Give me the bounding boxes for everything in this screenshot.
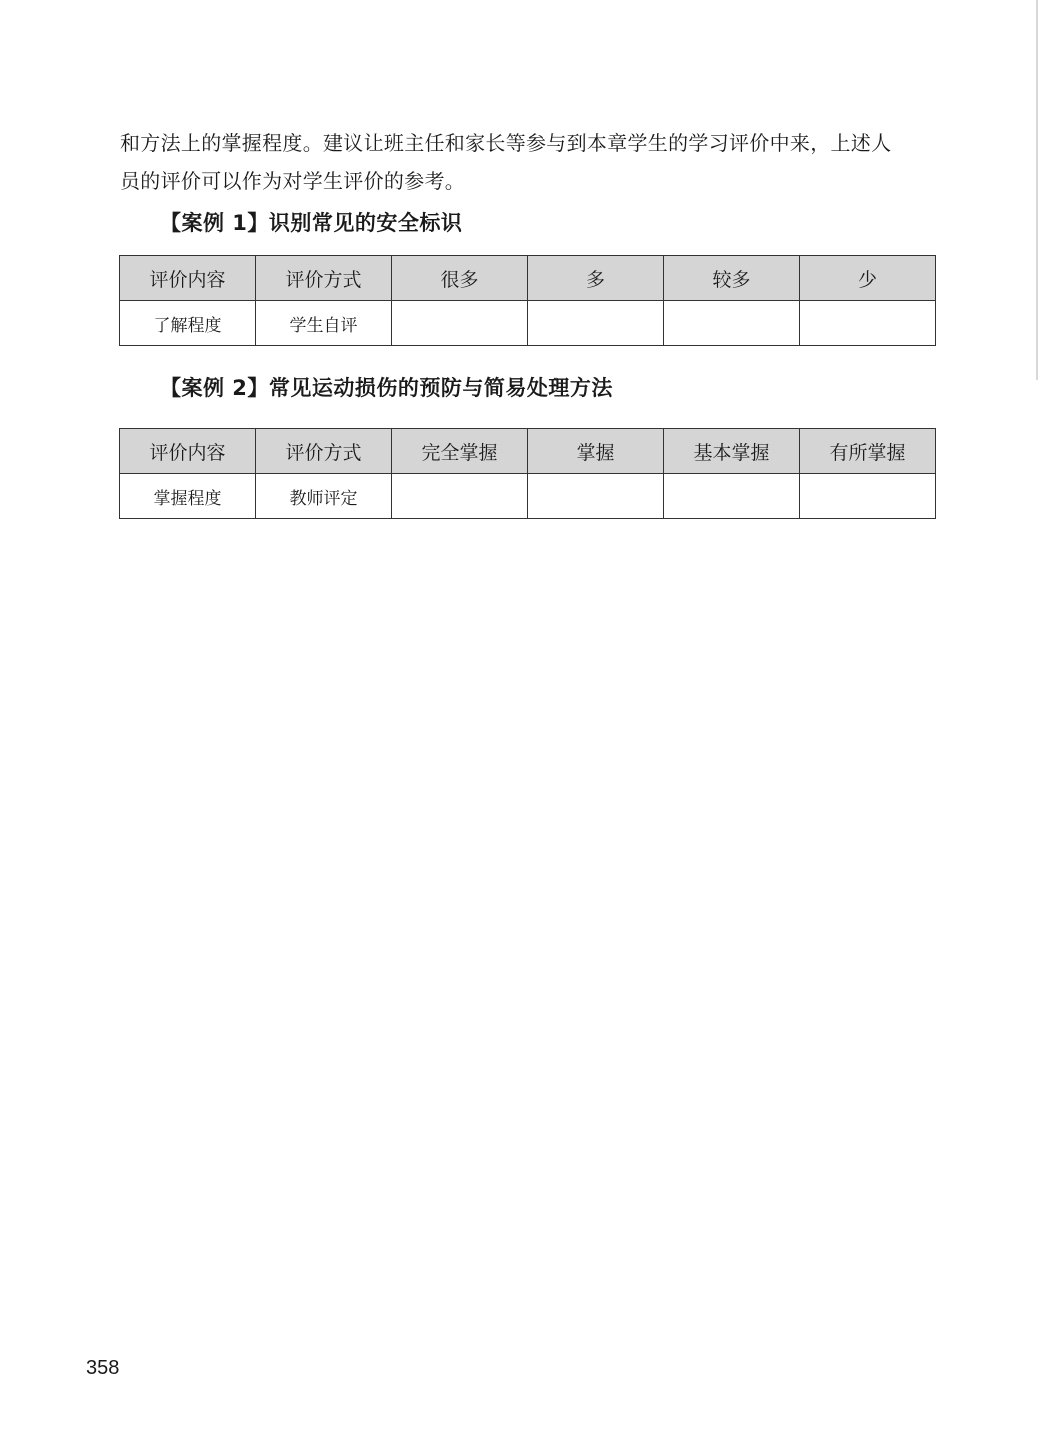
intro-paragraph [120, 124, 938, 200]
table-cell: 学生自评 [256, 301, 392, 346]
table-cell-blank [664, 301, 800, 346]
table-cell-blank [664, 474, 800, 519]
case2-table [119, 428, 936, 519]
table-cell: 教师评定 [256, 474, 392, 519]
table-cell-blank [800, 301, 936, 346]
header-cell: 有所掌握 [800, 429, 936, 474]
table-row [120, 301, 936, 346]
header-cell: 多 [528, 256, 664, 301]
header-cell: 很多 [392, 256, 528, 301]
table-row [120, 474, 936, 519]
header-cell: 评价方式 [256, 256, 392, 301]
case1-table [119, 255, 936, 346]
table-cell-blank [528, 474, 664, 519]
intro-line-1: 和方法上的掌握程度。建议让班主任和家长等参与到本章学生的学习评价中来，上述人 [120, 131, 892, 155]
table-cell: 掌握程度 [120, 474, 256, 519]
table-cell-blank [528, 301, 664, 346]
table-header-row [120, 429, 936, 474]
header-cell: 完全掌握 [392, 429, 528, 474]
header-cell: 评价内容 [120, 429, 256, 474]
page-number: 358 [86, 1357, 120, 1379]
header-cell: 掌握 [528, 429, 664, 474]
header-cell: 评价方式 [256, 429, 392, 474]
table-cell-blank [392, 301, 528, 346]
header-cell: 较多 [664, 256, 800, 301]
header-cell: 评价内容 [120, 256, 256, 301]
case1-title: 【案例 1】识别常见的安全标识 [160, 211, 463, 235]
header-cell: 基本掌握 [664, 429, 800, 474]
table-cell: 了解程度 [120, 301, 256, 346]
table-cell-blank [392, 474, 528, 519]
intro-line-2: 员的评价可以作为对学生评价的参考。 [120, 169, 466, 193]
table-header-row [120, 256, 936, 301]
table-cell-blank [800, 474, 936, 519]
case2-title: 【案例 2】常见运动损伤的预防与简易处理方法 [160, 376, 613, 400]
header-cell: 少 [800, 256, 936, 301]
